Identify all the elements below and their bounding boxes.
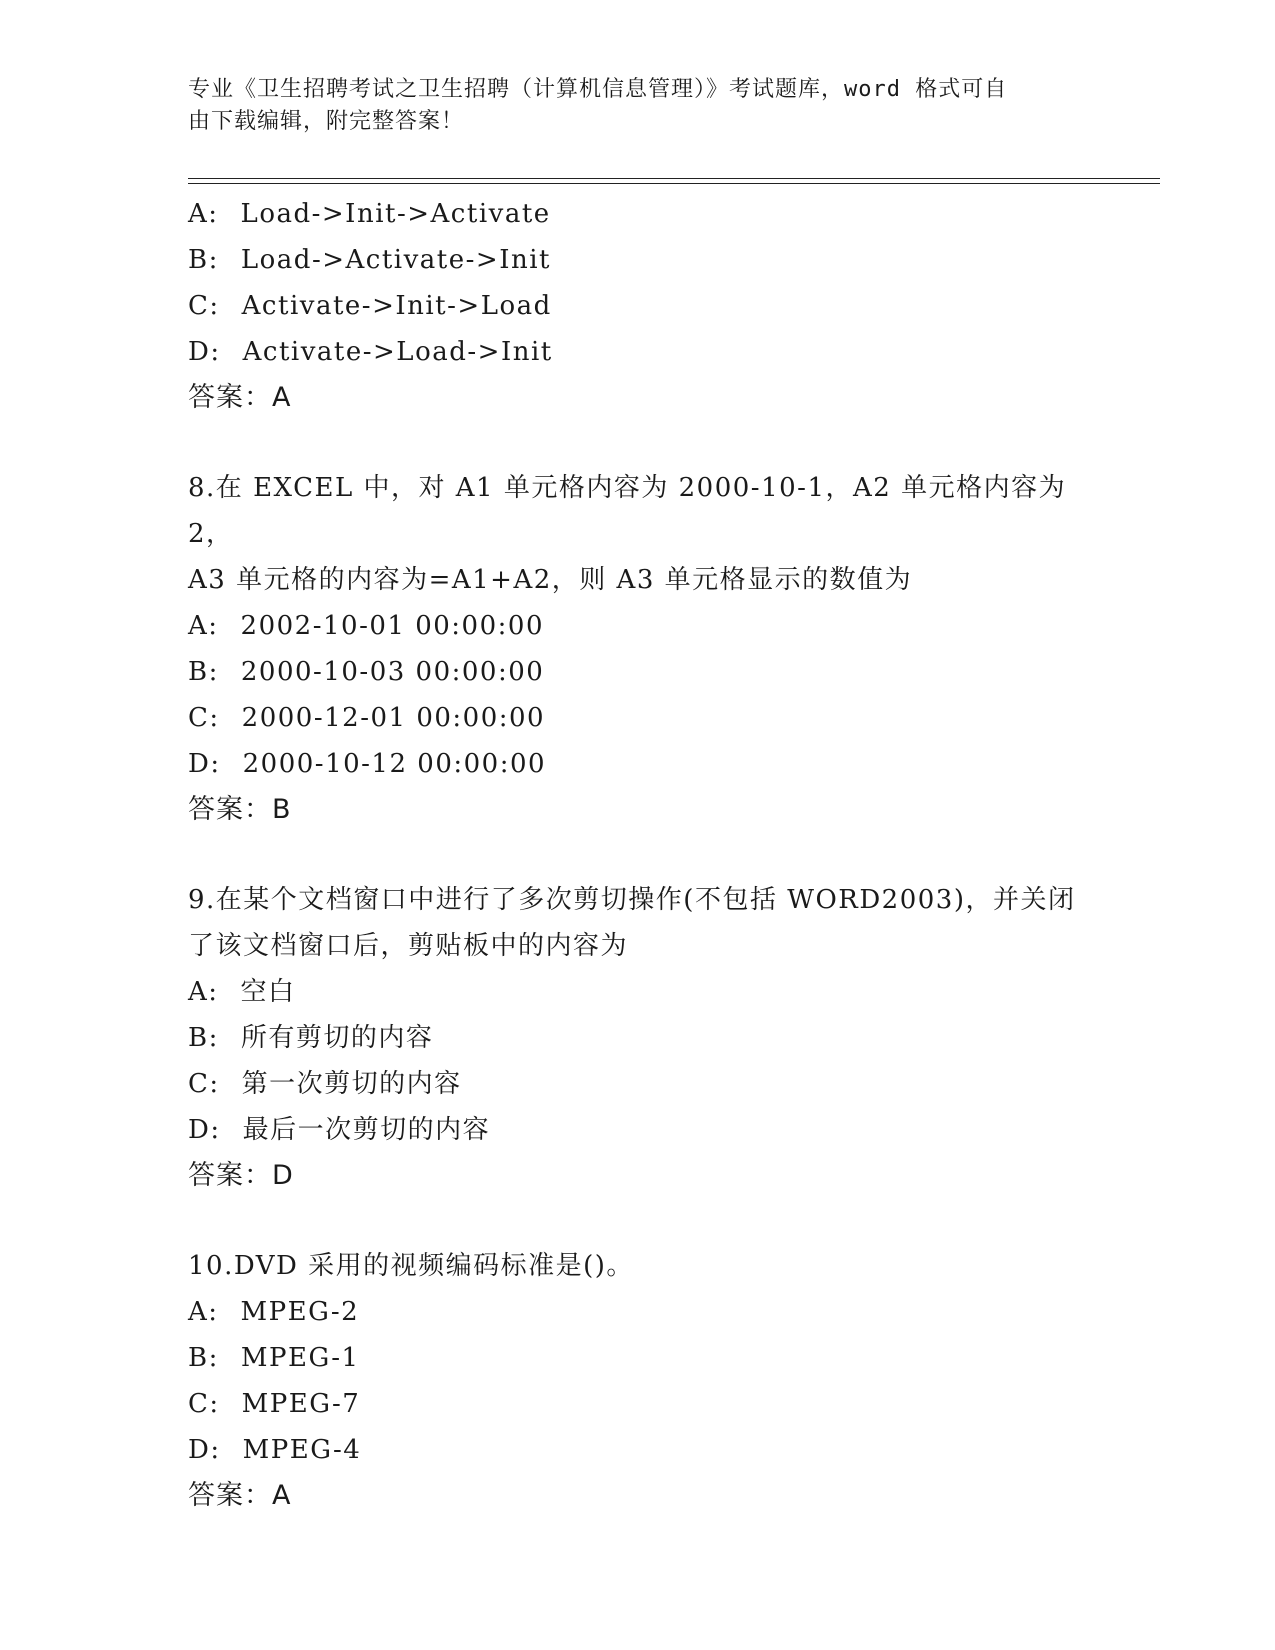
option-letter: A:	[188, 1297, 219, 1327]
option-letter: D:	[188, 1115, 221, 1145]
question-text-line-1: 10.DVD 采用的视频编码标准是()。	[188, 1251, 634, 1281]
question-text	[188, 465, 1088, 603]
question-text-line-1: 9.在某个文档窗口中进行了多次剪切操作(不包括 WORD2003)，并关闭	[188, 885, 1076, 915]
option-text: 空白	[240, 977, 296, 1007]
option-text: Activate->Init->Load	[241, 291, 552, 321]
header-divider-bottom	[188, 183, 1160, 184]
header-line-1: 专业《卫生招聘考试之卫生招聘（计算机信息管理）》考试题库，word 格式可自	[188, 77, 1008, 102]
option-text: MPEG-1	[240, 1343, 360, 1373]
option-d	[188, 741, 1088, 787]
answer-line: 答案：A	[188, 382, 292, 413]
option-text: 2000-10-03 00:00:00	[240, 657, 545, 687]
option-text: Activate->Load->Init	[242, 337, 553, 367]
question-9	[188, 877, 1088, 1199]
option-letter: A:	[188, 199, 219, 229]
question-7	[188, 191, 1088, 421]
option-d	[188, 1427, 1088, 1473]
option-b	[188, 1335, 1088, 1381]
option-letter: C:	[188, 1069, 220, 1099]
option-letter: C:	[188, 703, 220, 733]
option-text: Load->Activate->Init	[240, 245, 551, 275]
option-letter: A:	[188, 977, 219, 1007]
option-d	[188, 329, 1088, 375]
option-c	[188, 1381, 1088, 1427]
option-letter: B:	[188, 657, 219, 687]
option-text: 最后一次剪切的内容	[242, 1115, 491, 1145]
option-letter: A:	[188, 611, 219, 641]
header-line-2: 由下载编辑，附完整答案！	[188, 109, 465, 134]
option-letter: D:	[188, 1435, 221, 1465]
option-b	[188, 649, 1088, 695]
option-a	[188, 1289, 1088, 1335]
option-b	[188, 1015, 1088, 1061]
document-header	[188, 74, 1088, 138]
option-letter: B:	[188, 1343, 219, 1373]
answer-line: 答案：A	[188, 1480, 292, 1511]
question-text	[188, 877, 1088, 969]
option-text: Load->Init->Activate	[240, 199, 551, 229]
answer-line: 答案：D	[188, 1160, 294, 1191]
question-10	[188, 1243, 1088, 1519]
option-text: MPEG-4	[242, 1435, 362, 1465]
question-text-line-2: A3 单元格的内容为=A1+A2，则 A3 单元格显示的数值为	[188, 565, 913, 595]
option-letter: B:	[188, 1023, 219, 1053]
option-letter: C:	[188, 291, 220, 321]
option-text: 2000-10-12 00:00:00	[242, 749, 547, 779]
question-list	[188, 191, 1088, 1519]
option-text: MPEG-2	[240, 1297, 360, 1327]
option-text: 2000-12-01 00:00:00	[241, 703, 546, 733]
option-text: 所有剪切的内容	[240, 1023, 434, 1053]
option-text: 2002-10-01 00:00:00	[240, 611, 544, 641]
option-c	[188, 1061, 1088, 1107]
option-b	[188, 237, 1088, 283]
option-a	[188, 969, 1088, 1015]
option-text: MPEG-7	[241, 1389, 361, 1419]
question-text	[188, 1243, 1088, 1289]
question-8	[188, 465, 1088, 833]
header-divider-top	[188, 178, 1160, 179]
option-text: 第一次剪切的内容	[241, 1069, 462, 1099]
option-a	[188, 191, 1088, 237]
option-letter: D:	[188, 337, 221, 367]
option-letter: C:	[188, 1389, 220, 1419]
option-c	[188, 695, 1088, 741]
option-c	[188, 283, 1088, 329]
question-text-line-2: 了该文档窗口后，剪贴板中的内容为	[188, 931, 629, 961]
answer-line: 答案：B	[188, 794, 292, 825]
option-letter: D:	[188, 749, 221, 779]
option-letter: B:	[188, 245, 219, 275]
option-a	[188, 603, 1088, 649]
question-text-line-1: 8.在 EXCEL 中，对 A1 单元格内容为 2000-10-1，A2 单元格内容为 2，	[188, 473, 1067, 549]
option-d	[188, 1107, 1088, 1153]
